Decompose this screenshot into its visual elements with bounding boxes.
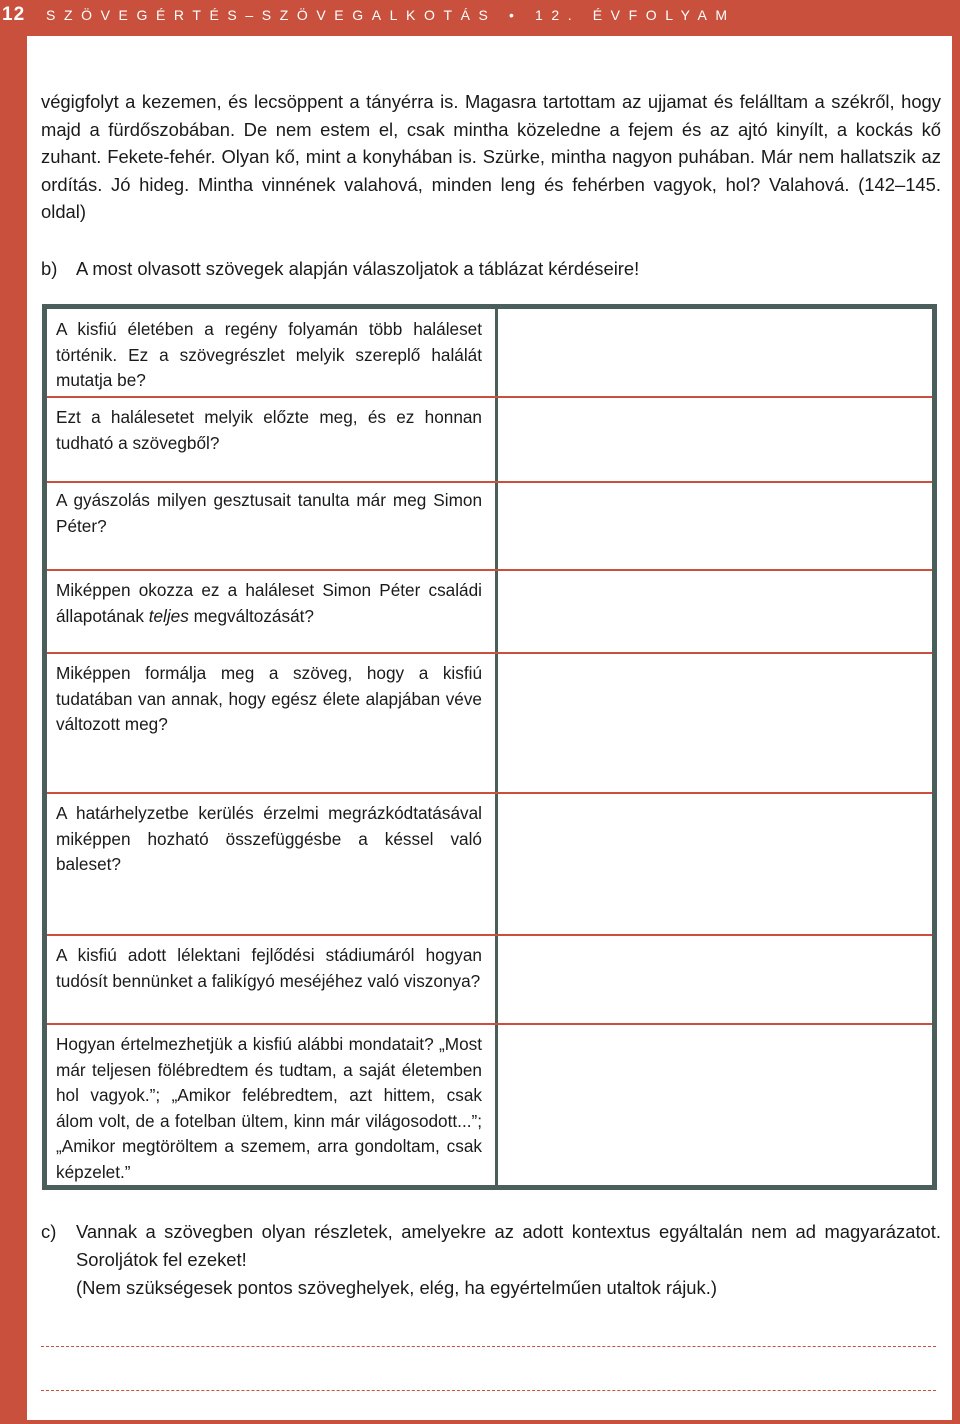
task-b — [41, 255, 941, 283]
quoted-paragraph: végigfolyt a kezemen, és lecsöppent a tányérra is. Magasra tartottam az ujjamat és felálltam a székről, hogy majd a fürdőszobában. De nem estem el, csak mintha közeledne a fejem és az ajtó kinyílt, a kockás kő zuhant. Fekete-fehér. Olyan kő, mint a konyhában is. Szürke, mintha nagyon puhában. Már nem hallatszik az ordítás. Jó hideg. Mintha vinnének valahová, minden leng és fehérben vagyok, hol? Valahová. (142–145. oldal) — [41, 91, 941, 222]
task-c-line-1: Vannak a szövegben olyan részletek, amelyekre az adott kontextus egyáltalán nem ad magyarázatot. Soroljátok fel ezeket! — [76, 1221, 941, 1270]
table-row — [47, 1025, 932, 1185]
page-sheet — [27, 36, 952, 1420]
table-question: Ezt a halálesetet melyik előzte meg, és ez honnan tudható a szövegből? — [56, 407, 482, 453]
content — [41, 88, 941, 226]
table-row — [47, 936, 932, 1023]
table-answer-cell[interactable] — [498, 1025, 932, 1185]
table-answer-cell[interactable] — [498, 571, 932, 652]
task-b-text: A most olvasott szövegek alapján válaszoljatok a táblázat kérdéseire! — [76, 258, 640, 279]
table-answer-cell[interactable] — [498, 398, 932, 481]
table-question: A kisfiú adott lélektani fejlődési stádiumáról hogyan tudósít bennünket a falikígyó meséjéhez való viszonya? — [56, 945, 482, 991]
table-answer-cell[interactable] — [498, 483, 932, 569]
table-row — [47, 654, 932, 792]
table-question: A kisfiú életében a regény folyamán több haláleset történik. Ez a szövegrészlet melyik szereplő halálát mutatja be? — [56, 319, 482, 390]
task-c-text — [76, 1218, 941, 1302]
table-question: A határhelyzetbe kerülés érzelmi megrázkódtatásával miképpen hozható összefüggésbe a késsel való baleset? — [56, 803, 482, 874]
table-row — [47, 483, 932, 569]
table-answer-cell[interactable] — [498, 794, 932, 934]
table-question: Miképpen formálja meg a szöveg, hogy a kisfiú tudatában van annak, hogy egész élete alapjában véve változott meg? — [56, 663, 482, 734]
page-number: 12 — [2, 4, 26, 25]
page-header — [0, 0, 960, 32]
table-answer-cell[interactable] — [498, 654, 932, 792]
task-c — [41, 1218, 941, 1308]
task-c-marker: c) — [41, 1221, 57, 1242]
table-question: Hogyan értelmezhetjük a kisfiú alábbi mondatait? „Most már teljesen fölébredtem és tudtam, a saját életemben hol vagyok.”; „Amikor felébredtem, azt hittem, csak álom volt, de a fotelban ültem, kinn már világosodott...”; „Amikor megtöröltem a szemem, arra gondoltam, csak képzelet.” — [56, 1034, 482, 1182]
answer-line-2[interactable] — [41, 1390, 936, 1391]
running-title: SZÖVEGÉRTÉS–SZÖVEGALKOTÁS • 12. ÉVFOLYAM — [46, 7, 736, 23]
table-answer-cell[interactable] — [498, 309, 932, 396]
table-row — [47, 794, 932, 934]
task-c-line-2: (Nem szükségesek pontos szöveghelyek, elég, ha egyértelműen utaltok rájuk.) — [76, 1277, 717, 1298]
table-row — [47, 398, 932, 481]
emphasis-teljes: teljes — [148, 605, 189, 626]
table-row — [47, 571, 932, 652]
table-answer-cell[interactable] — [498, 936, 932, 1023]
question-table — [42, 304, 937, 1190]
task-b-marker: b) — [41, 258, 58, 279]
answer-line-1[interactable] — [41, 1346, 936, 1347]
table-question: A gyászolás milyen gesztusait tanulta már meg Simon Péter? — [56, 490, 482, 536]
table-question: Miképpen okozza ez a haláleset Simon Péter családi állapotának teljes megváltozását? — [56, 580, 482, 626]
table-row — [47, 309, 932, 396]
